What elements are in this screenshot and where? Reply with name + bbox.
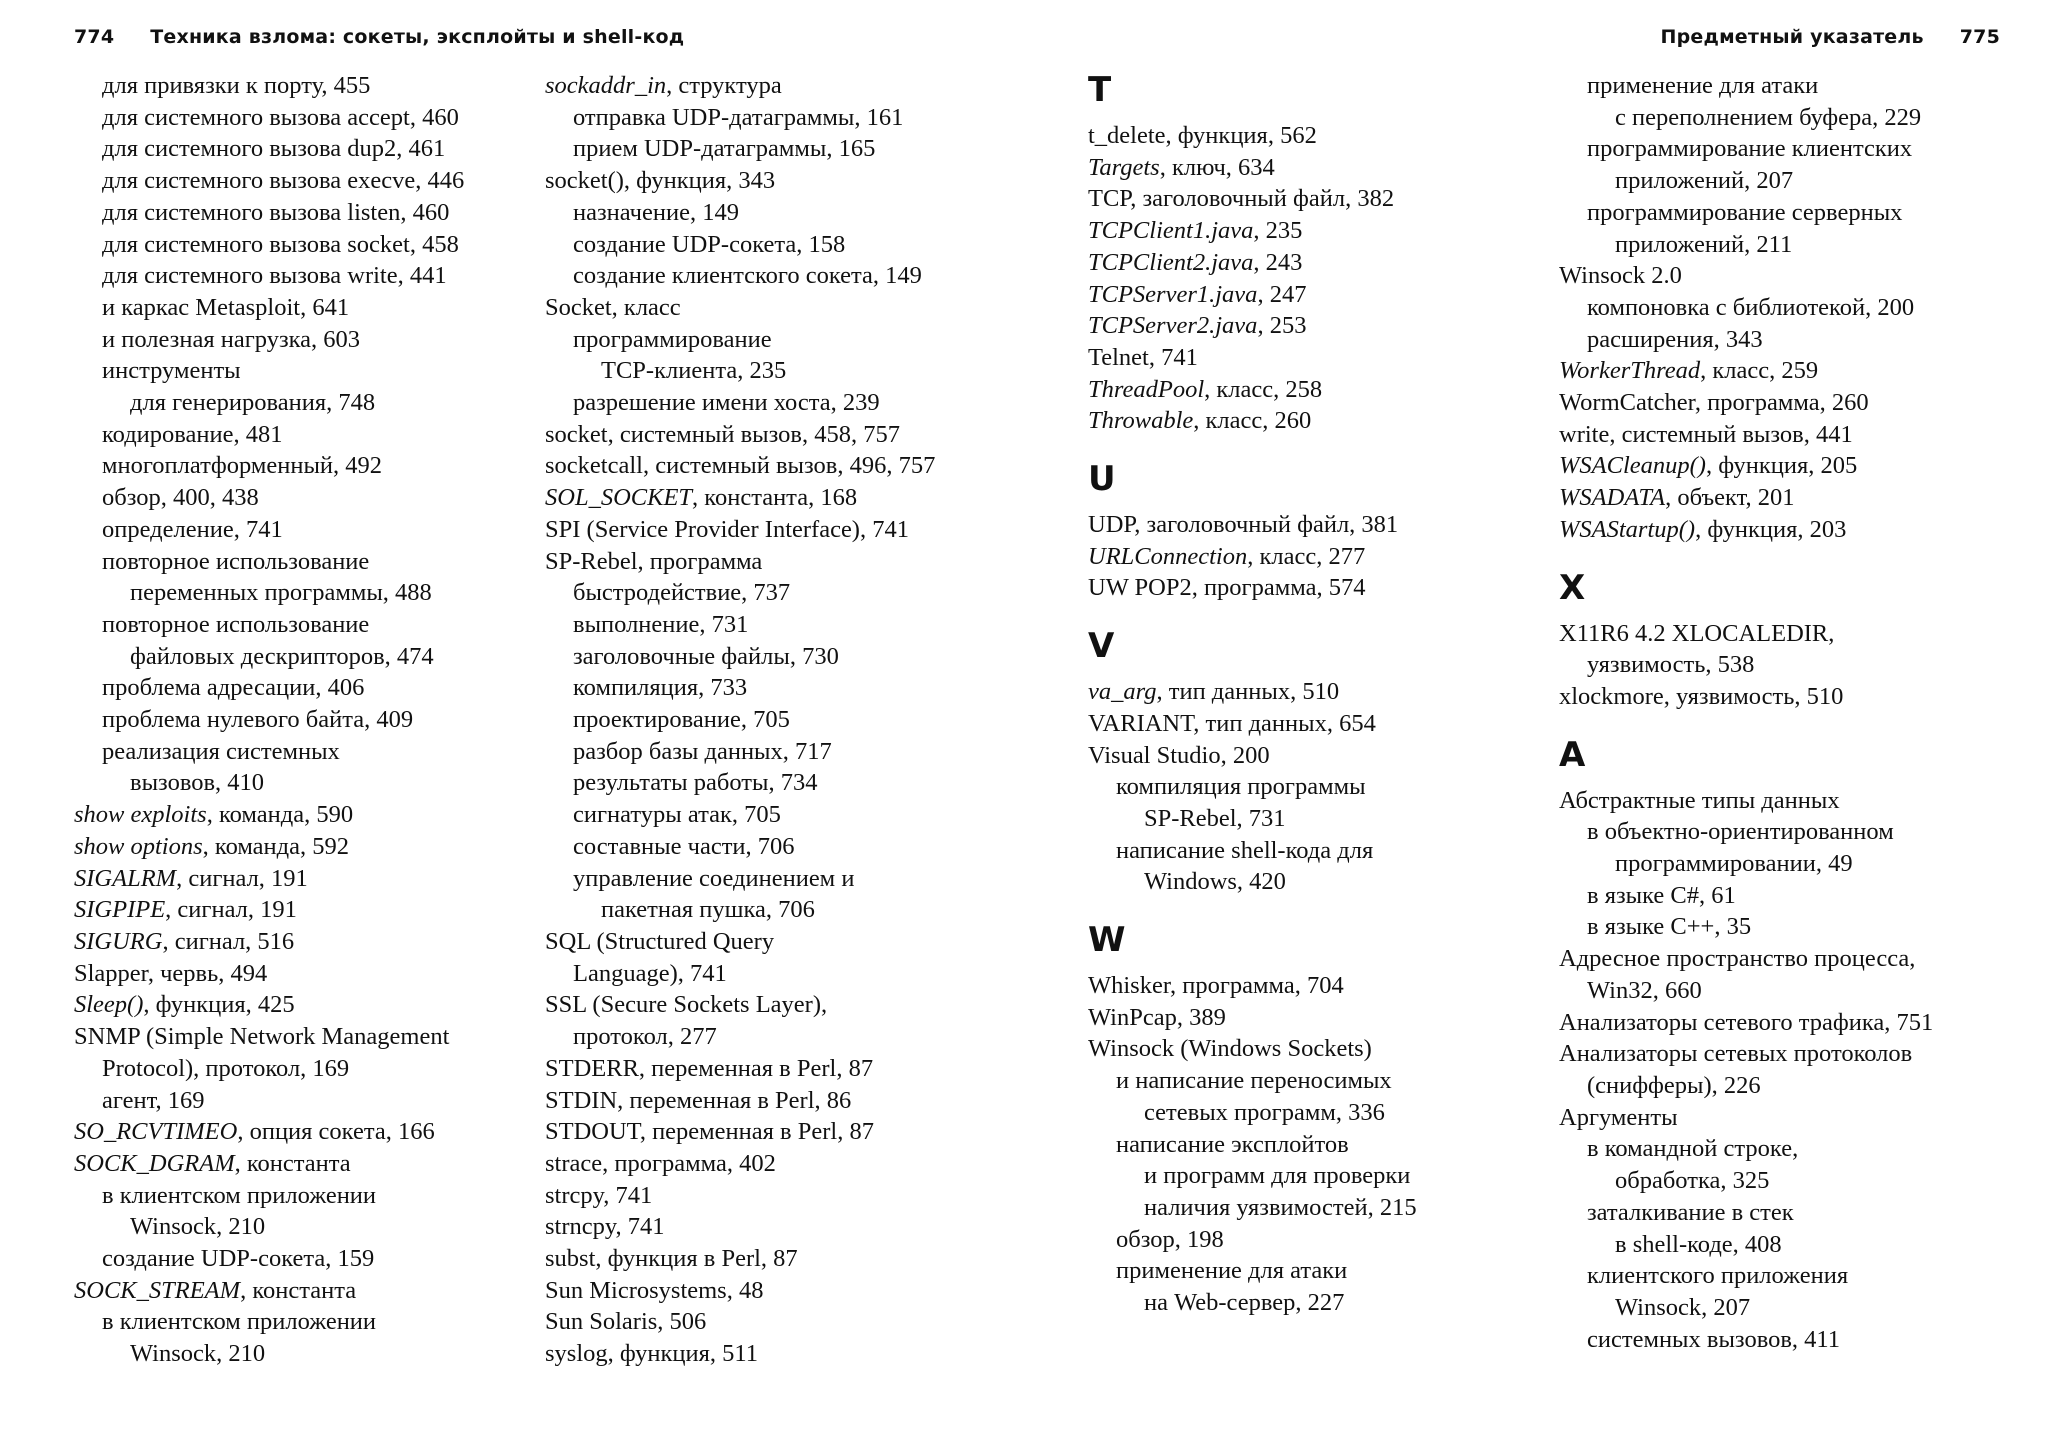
- index-entry-text: , 253: [1257, 312, 1307, 340]
- left-page-header: [74, 26, 684, 48]
- index-entry-text: , класс, 259: [1700, 357, 1819, 385]
- index-entry: применение для атаки: [1116, 1257, 1348, 1285]
- index-entry: Анализаторы сетевого трафика, 751: [1559, 1008, 1934, 1036]
- index-entry: [1088, 374, 1417, 406]
- index-entry: для системного вызова write, 441: [102, 262, 447, 290]
- index-entry: STDIN, переменная в Perl, 86: [545, 1086, 852, 1114]
- index-entry: TCP-клиента, 235: [601, 357, 787, 385]
- index-entry: прием UDP-датаграммы, 165: [573, 135, 876, 163]
- index-term-italic: TCPClient2.java: [1088, 248, 1254, 276]
- index-entry: системных вызовов, 411: [1587, 1325, 1841, 1353]
- index-entry: в shell-коде, 408: [1615, 1230, 1782, 1258]
- index-entry: [74, 831, 464, 863]
- index-entry: WormCatcher, программа, 260: [1559, 389, 1869, 417]
- index-entry-text: , класс, 258: [1204, 375, 1323, 403]
- index-entry: и полезная нагрузка, 603: [102, 325, 361, 353]
- index-entry: Winsock 2.0: [1559, 262, 1682, 290]
- index-entry: компиляция программы: [1116, 773, 1366, 801]
- index-entry: strncpy, 741: [545, 1213, 665, 1241]
- left-running-title: Техника взлома: сокеты, эксплойты и shell-код: [150, 26, 685, 48]
- index-term-italic: TCPServer2.java: [1088, 312, 1258, 340]
- index-entry: файловых дескрипторов, 474: [130, 642, 434, 670]
- index-letter-heading: V: [1088, 626, 1115, 667]
- index-entry: Адресное пространство процесса,: [1559, 945, 1916, 973]
- index-entry-text: , сигнал, 191: [165, 896, 297, 924]
- index-column-4: [1559, 70, 1933, 1355]
- index-entry: заталкивание в стек: [1587, 1198, 1794, 1226]
- index-entry: в клиентском приложении: [102, 1181, 377, 1209]
- index-entry: приложений, 207: [1615, 167, 1794, 195]
- index-entry: SQL (Structured Query: [545, 927, 775, 955]
- index-entry: программирование серверных: [1587, 198, 1903, 226]
- index-term-italic: TCPClient1.java: [1088, 217, 1254, 245]
- index-entry: и написание переносимых: [1116, 1067, 1392, 1095]
- index-entry: для системного вызова accept, 460: [102, 103, 459, 131]
- index-entry: Visual Studio, 200: [1088, 741, 1270, 769]
- index-entry: для системного вызова execve, 446: [102, 167, 465, 195]
- index-entry: применение для атаки: [1587, 72, 1819, 99]
- index-entry: [74, 926, 464, 958]
- index-entry: и программ для проверки: [1144, 1162, 1411, 1190]
- index-entry: для системного вызова socket, 458: [102, 230, 459, 258]
- index-term-italic: WorkerThread: [1559, 357, 1701, 385]
- index-entry: WinPcap, 389: [1088, 1003, 1226, 1031]
- index-entry-text: , сигнал, 516: [162, 927, 295, 955]
- index-entry: [74, 894, 464, 926]
- index-entry: Абстрактные типы данных: [1559, 786, 1840, 814]
- index-entry: переменных программы, 488: [130, 579, 432, 607]
- index-entry: [74, 1275, 464, 1307]
- index-entry: для генерирования, 748: [130, 389, 376, 417]
- index-entry-text: , класс, 277: [1247, 542, 1366, 570]
- index-entry: [1088, 247, 1417, 279]
- index-entry: управление соединением и: [573, 864, 855, 892]
- index-entry-text: , 247: [1257, 280, 1307, 308]
- index-entry: в языке C++, 35: [1587, 913, 1752, 941]
- index-entry: расширения, 343: [1587, 325, 1763, 353]
- index-entry: в командной строке,: [1587, 1135, 1799, 1163]
- index-entry-text: , константа: [234, 1149, 351, 1177]
- index-entry: наличия уязвимостей, 215: [1144, 1193, 1417, 1221]
- index-entry: реализация системных: [102, 737, 340, 765]
- index-entry: Sun Solaris, 506: [545, 1308, 707, 1336]
- index-term-italic: WSACleanup(): [1559, 452, 1706, 480]
- index-entry: SP-Rebel, 731: [1144, 804, 1286, 832]
- index-entry: [74, 863, 464, 895]
- index-letter-heading: W: [1088, 920, 1126, 961]
- index-term-italic: va_arg: [1088, 678, 1157, 706]
- index-entry: Windows, 420: [1144, 868, 1286, 896]
- index-entry: создание UDP-сокета, 158: [573, 230, 846, 258]
- index-entry: составные части, 706: [573, 832, 795, 860]
- index-entry: [74, 989, 464, 1021]
- index-entry: проблема нулевого байта, 409: [102, 706, 414, 734]
- index-term-italic: SIGURG: [74, 927, 163, 955]
- index-entry-text: , тип данных, 510: [1156, 678, 1340, 706]
- index-entry-text: , структура: [666, 72, 782, 99]
- index-entry-text: , сигнал, 191: [176, 864, 308, 892]
- index-entry: для привязки к порту, 455: [102, 72, 371, 99]
- index-entry: strcpy, 741: [545, 1181, 653, 1209]
- index-entry: xlockmore, уязвимость, 510: [1559, 682, 1844, 710]
- index-entry: SNMP (Simple Network Management: [74, 1023, 450, 1051]
- index-entry: [74, 1116, 464, 1148]
- index-entry: socket(), функция, 343: [545, 167, 776, 195]
- index-term-italic: sockaddr_in: [545, 72, 667, 99]
- index-entry: быстродействие, 737: [573, 579, 791, 607]
- index-entry: [545, 482, 935, 514]
- index-term-italic: SO_RCVTIMEO: [74, 1118, 238, 1146]
- index-entry: [1088, 676, 1417, 708]
- index-entry: обзор, 400, 438: [102, 484, 259, 512]
- index-term-italic: Targets: [1088, 153, 1160, 181]
- index-entry: отправка UDP-датаграммы, 161: [573, 103, 904, 131]
- index-term-italic: SIGALRM: [74, 864, 177, 892]
- right-running-title: Предметный указатель: [1660, 26, 1924, 48]
- index-entry: разбор базы данных, 717: [573, 737, 832, 765]
- index-entry: результаты работы, 734: [573, 769, 818, 797]
- index-term-italic: URLConnection: [1088, 542, 1248, 570]
- index-letter-heading: А: [1559, 734, 1586, 775]
- index-entry: в языке C#, 61: [1587, 881, 1736, 909]
- index-entry-text: , опция сокета, 166: [237, 1118, 435, 1146]
- index-entry: [74, 799, 464, 831]
- index-term-italic: Sleep(): [74, 991, 144, 1019]
- index-column-3: [1088, 70, 1417, 1319]
- index-term-italic: WSADATA: [1559, 484, 1666, 512]
- index-entry-text: , класс, 260: [1193, 407, 1312, 435]
- index-entry: компоновка с библиотекой, 200: [1587, 293, 1915, 321]
- index-entry: [1088, 215, 1417, 247]
- index-entry: Socket, класс: [545, 293, 681, 321]
- index-entry: уязвимость, 538: [1587, 651, 1755, 679]
- index-entry: создание UDP-сокета, 159: [102, 1245, 375, 1273]
- index-entry: заголовочные файлы, 730: [573, 642, 839, 670]
- index-entry: Winsock, 207: [1615, 1293, 1751, 1321]
- left-page-number: 774: [74, 26, 115, 48]
- index-entry: Slapper, червь, 494: [74, 959, 268, 987]
- index-entry: (снифферы), 226: [1587, 1071, 1761, 1099]
- index-entry: обзор, 198: [1116, 1225, 1224, 1253]
- index-entry: socket, системный вызов, 458, 757: [545, 420, 900, 448]
- index-entry: создание клиентского сокета, 149: [573, 262, 922, 290]
- index-entry: написание shell-кода для: [1116, 836, 1374, 864]
- index-entry: X11R6 4.2 XLOCALEDIR,: [1559, 619, 1835, 647]
- index-entry: UW POP2, программа, 574: [1088, 574, 1366, 602]
- index-entry: проектирование, 705: [573, 706, 790, 734]
- index-entry: проблема адресации, 406: [102, 674, 365, 702]
- index-entry: SP-Rebel, программа: [545, 547, 763, 575]
- index-letter-heading: U: [1088, 459, 1116, 500]
- index-entry: TCP, заголовочный файл, 382: [1088, 185, 1395, 213]
- index-term-italic: Throwable: [1088, 407, 1194, 435]
- index-entry-text: , константа: [240, 1276, 357, 1304]
- index-term-italic: SOL_SOCKET: [545, 484, 693, 512]
- index-entry: SPI (Service Provider Interface), 741: [545, 515, 909, 543]
- index-entry-text: , объект, 201: [1665, 484, 1795, 512]
- index-entry: с переполнением буфера, 229: [1615, 103, 1922, 131]
- index-entry: VARIANT, тип данных, 654: [1088, 709, 1376, 737]
- index-entry: в объектно-ориентированном: [1587, 818, 1894, 846]
- index-entry: и каркас Metasploit, 641: [102, 293, 350, 321]
- index-entry: написание эксплойтов: [1116, 1130, 1349, 1158]
- index-entry: кодирование, 481: [102, 420, 283, 448]
- index-entry: SSL (Secure Sockets Layer),: [545, 991, 828, 1019]
- index-entry: разрешение имени хоста, 239: [573, 389, 880, 417]
- index-entry: на Web-сервер, 227: [1144, 1289, 1345, 1317]
- index-entry: syslog, функция, 511: [545, 1340, 758, 1368]
- index-entry: UDP, заголовочный файл, 381: [1088, 511, 1399, 539]
- index-entry: [1559, 450, 1933, 482]
- index-column-2: [545, 70, 935, 1370]
- index-entry: [1559, 355, 1933, 387]
- index-entry: STDOUT, переменная в Perl, 87: [545, 1118, 874, 1146]
- index-entry-text: , ключ, 634: [1159, 153, 1275, 181]
- index-entry: [1559, 482, 1933, 514]
- index-entry-text: , команда, 592: [202, 832, 350, 860]
- index-entry: [1559, 514, 1933, 546]
- index-entry: сигнатуры атак, 705: [573, 801, 781, 829]
- index-term-italic: show exploits: [74, 801, 207, 829]
- index-entry: Win32, 660: [1587, 976, 1702, 1004]
- index-entry-text: , константа, 168: [692, 484, 858, 512]
- index-entry: Winsock (Windows Sockets): [1088, 1035, 1372, 1063]
- index-entry: strace, программа, 402: [545, 1149, 776, 1177]
- index-term-italic: ThreadPool: [1088, 375, 1205, 403]
- index-entry-text: , 235: [1253, 217, 1303, 245]
- index-term-italic: TCPServer1.java: [1088, 280, 1258, 308]
- index-entry: повторное использование: [102, 547, 370, 575]
- index-entry-text: , функция, 205: [1705, 452, 1858, 480]
- index-entry: Анализаторы сетевых протоколов: [1559, 1040, 1913, 1068]
- index-term-italic: show options: [74, 832, 203, 860]
- index-entry-text: , функция, 203: [1695, 515, 1847, 543]
- index-entry: клиентского приложения: [1587, 1262, 1849, 1290]
- index-entry: для системного вызова dup2, 461: [102, 135, 446, 163]
- index-entry: выполнение, 731: [573, 610, 749, 638]
- index-entry: [1088, 541, 1417, 573]
- index-entry: Protocol), протокол, 169: [102, 1054, 350, 1082]
- index-entry: Telnet, 741: [1088, 343, 1198, 371]
- index-entry: инструменты: [102, 357, 241, 385]
- index-entry: вызовов, 410: [130, 769, 265, 797]
- index-entry: компиляция, 733: [573, 674, 748, 702]
- index-entry-text: , 243: [1253, 248, 1303, 276]
- index-entry: [1088, 405, 1417, 437]
- index-entry: [1088, 152, 1417, 184]
- index-entry: в клиентском приложении: [102, 1308, 377, 1336]
- index-entry: socketcall, системный вызов, 496, 757: [545, 452, 936, 480]
- index-entry: Winsock, 210: [130, 1213, 266, 1241]
- index-entry: приложений, 211: [1615, 230, 1793, 258]
- index-entry: многоплатформенный, 492: [102, 452, 383, 480]
- index-entry: write, системный вызов, 441: [1559, 420, 1853, 448]
- index-entry: STDERR, переменная в Perl, 87: [545, 1054, 874, 1082]
- index-entry: агент, 169: [102, 1086, 205, 1114]
- index-letter-heading: X: [1559, 567, 1586, 608]
- index-entry: Аргументы: [1559, 1103, 1678, 1131]
- right-page-header: [1661, 26, 2000, 48]
- index-term-italic: SOCK_DGRAM: [74, 1149, 235, 1177]
- index-entry: [74, 1148, 464, 1180]
- index-letter-heading: T: [1088, 70, 1112, 110]
- index-entry: обработка, 325: [1615, 1167, 1770, 1195]
- index-entry: [1088, 310, 1417, 342]
- index-entry: протокол, 277: [573, 1023, 717, 1051]
- right-page-number: 775: [1959, 26, 2000, 48]
- index-entry: [1088, 279, 1417, 311]
- index-entry-text: , функция, 425: [143, 991, 295, 1019]
- index-entry-text: , команда, 590: [206, 801, 354, 829]
- index-entry: программирование клиентских: [1587, 135, 1913, 163]
- index-entry: повторное использование: [102, 610, 370, 638]
- index-entry: t_delete, функция, 562: [1088, 122, 1317, 149]
- index-entry: Language), 741: [573, 959, 727, 987]
- index-term-italic: SOCK_STREAM: [74, 1276, 241, 1304]
- index-entry: пакетная пушка, 706: [601, 896, 815, 924]
- index-term-italic: SIGPIPE: [74, 896, 166, 924]
- index-entry: программировании, 49: [1615, 850, 1853, 878]
- index-entry: Sun Microsystems, 48: [545, 1276, 764, 1304]
- index-column-1: [74, 70, 464, 1370]
- index-entry: сетевых программ, 336: [1144, 1098, 1385, 1126]
- index-entry: Winsock, 210: [130, 1340, 266, 1368]
- index-entry: программирование: [573, 325, 772, 353]
- index-entry: Whisker, программа, 704: [1088, 972, 1344, 1000]
- index-term-italic: WSAStartup(): [1559, 515, 1696, 543]
- index-entry: subst, функция в Perl, 87: [545, 1245, 798, 1273]
- index-entry: определение, 741: [102, 515, 283, 543]
- index-entry: назначение, 149: [573, 198, 739, 226]
- index-entry: для системного вызова listen, 460: [102, 198, 450, 226]
- index-entry: [545, 70, 935, 102]
